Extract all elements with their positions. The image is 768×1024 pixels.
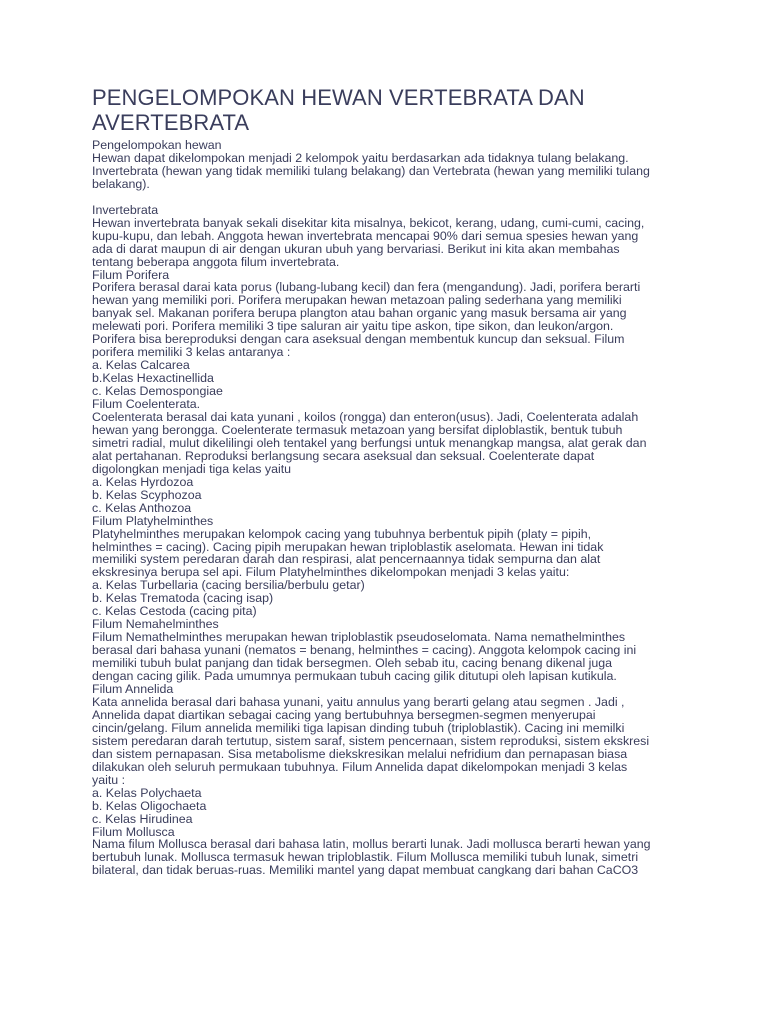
body-text-line: bilateral, dan tidak beruas-ruas. Memiliki mantel yang dapat membuat cangkang dari bahan CaCO3 bbox=[92, 863, 639, 878]
body-text-line: Hewan dapat dikelompokan menjadi 2 kelompok yaitu berdasarkan ada tidaknya tulang belakang. bbox=[92, 150, 629, 165]
body-text-line: cincin/gelang. Filum annelida memiliki tiga lapisan dinding tubuh (triploblastik). Cacing ini memilki bbox=[92, 720, 625, 735]
body-text-line: Filum Coelenterata. bbox=[92, 397, 201, 412]
body-text-line: a. Kelas Hyrdozoa bbox=[92, 474, 194, 489]
title-line-1: PENGELOMPOKAN HEWAN VERTEBRATA DAN bbox=[92, 85, 585, 110]
body-text-line: Filum Annelida bbox=[92, 682, 174, 697]
body-text-line: b. Kelas Oligochaeta bbox=[92, 798, 207, 813]
body-text-line: Annelida dapat diartikan sebagai cacing yang bertubuhnya bersegmen-segmen menyerupai bbox=[92, 707, 596, 722]
body-text-line: ada di darat maupun di air dengan ukuran ubuh yang bervariasi. Berikut ini kita akan membahas bbox=[92, 241, 620, 256]
body-text-line: Kata annelida berasal dari bahasa yunani, yaitu annulus yang berarti gelang atau segmen . Jadi , bbox=[92, 694, 625, 709]
body-text-line: Nama filum Mollusca berasal dari bahasa latin, mollus berarti lunak. Jadi mollusca berarti hewan yang bbox=[92, 837, 651, 852]
body-text-line: belakang). bbox=[92, 176, 150, 191]
body-text-line: Filum Porifera bbox=[92, 267, 170, 282]
body-text-line: c. Kelas Demospongiae bbox=[92, 384, 223, 399]
body-text-line: Filum Nemahelminthes bbox=[92, 617, 219, 632]
body-text-line: Hewan invertebrata banyak sekali disekitar kita misalnya, bekicot, kerang, udang, cumi-cumi, cacing, bbox=[92, 215, 645, 230]
body-text-line: digolongkan menjadi tiga kelas yaitu bbox=[92, 461, 292, 476]
body-text-line: Porifera berasal darai kata porus (lubang-lubang kecil) dan fera (mengandung). Jadi, porifera berarti bbox=[92, 280, 641, 295]
body-text-line: Coelenterata berasal dai kata yunani , koilos (rongga) dan enteron(usus). Jadi, Coelenterata adalah bbox=[92, 410, 639, 424]
body-text-line: Invertebrata bbox=[92, 202, 159, 217]
document-body bbox=[92, 139, 692, 877]
body-text-line: dengan cacing gilik. Pada umumnya permukaan tubuh cacing gilik ditutupi oleh lapisan kutikula. bbox=[92, 669, 617, 684]
body-text-line: b. Kelas Scyphozoa bbox=[92, 487, 202, 502]
body-text-line: b. Kelas Trematoda (cacing isap) bbox=[92, 591, 274, 606]
body-text-line: porifera memiliki 3 kelas antaranya : bbox=[92, 345, 291, 360]
body-text-line: c. Kelas Cestoda (cacing pita) bbox=[92, 604, 257, 619]
body-text-line: Porifera bisa bereproduksi dengan cara aseksual dengan membentuk kuncup dan seksual. Filum bbox=[92, 332, 625, 347]
body-text-line: sistem peredaran darah tertutup, sistem saraf, sistem pencernaan, sistem reproduksi, sistem ekskresi bbox=[92, 733, 650, 748]
body-text-line: a. Kelas Polychaeta bbox=[92, 785, 202, 800]
document-page bbox=[92, 85, 692, 877]
body-text-line: hewan yang berongga. Coelenterate termasuk metazoan yang bersifat diploblastik, bentuk tubuh bbox=[92, 422, 623, 437]
body-text-line: Platyhelminthes merupakan kelompok cacing yang tubuhnya berbentuk pipih (platy = pipih, bbox=[92, 526, 592, 541]
body-text-line: c. Kelas Hirudinea bbox=[92, 811, 193, 826]
body-text-line: Invertebrata (hewan yang tidak memiliki tulang belakang) dan Vertebrata (hewan yang memiliki tulang bbox=[92, 163, 650, 178]
blank-line bbox=[92, 191, 692, 204]
body-text-line: a. Kelas Calcarea bbox=[92, 358, 190, 373]
body-text-line: tentang beberapa anggota filum invertebrata. bbox=[92, 254, 340, 269]
body-text-line: kupu-kupu, dan lebah. Anggota hewan invertebrata mencapai 90% dari semua spesies hewan yang bbox=[92, 228, 639, 243]
body-text-line: bertubuh lunak. Mollusca termasuk hewan triploblastik. Filum Mollusca memiliki tubuh lunak, simetri bbox=[92, 850, 639, 865]
body-text-line: Filum Nemathelminthes merupakan hewan triploblastik pseudoselomata. Nama nemathelminthes bbox=[92, 630, 626, 645]
body-text-line: melewati pori. Porifera memiliki 3 tipe saluran air yaitu tipe askon, tipe sikon, dan leukon/argon. bbox=[92, 319, 614, 334]
body-text-line: hewan yang memiliki pori. Porifera merupakan hewan metazoan paling sederhana yang memiliki bbox=[92, 293, 622, 308]
body-text-line: c. Kelas Anthozoa bbox=[92, 500, 192, 515]
body-text-line: Pengelompokan hewan bbox=[92, 138, 222, 152]
title-line-2: AVERTEBRATA bbox=[92, 110, 250, 135]
body-text-line: alat pertahanan. Reproduksi berlangsung secara aseksual dan seksual. Coelenterate dapat bbox=[92, 448, 595, 463]
document-title bbox=[92, 85, 692, 135]
body-text-line: banyak sel. Makanan porifera berupa plangton atau bahan organic yang masuk bersama air yang bbox=[92, 306, 627, 321]
body-text-line: simetri radial, mulut dikelilingi oleh tentakel yang berfungsi untuk menangkap mangsa, alat gerak dan bbox=[92, 435, 647, 450]
body-text-line: yaitu : bbox=[92, 772, 126, 787]
body-text-line: a. Kelas Turbellaria (cacing bersilia/berbulu getar) bbox=[92, 578, 365, 593]
body-text-line: b.Kelas Hexactinellida bbox=[92, 371, 214, 386]
body-text-line: memiliki tubuh bulat panjang dan tidak bersegmen. Oleh sebab itu, cacing benang dikenal juga bbox=[92, 656, 613, 671]
body-text-line: memiliki system peredaran darah dan respirasi, alat pencernaannya tidak sempurna dan alat bbox=[92, 552, 601, 567]
body-text-line: helminthes = cacing). Cacing pipih merupakan hewan triploblastik aselomata. Hewan ini tidak bbox=[92, 539, 604, 554]
body-text-line: dilakukan oleh seluruh permukaan tubuhnya. Filum Annelida dapat dikelompokan menjadi 3 kelas bbox=[92, 759, 628, 774]
body-text-line: dan sistem pernapasan. Sisa metabolisme diekskresikan melalui nefridium dan pernapasan biasa bbox=[92, 746, 628, 761]
body-text-line: ekskresinya berupa sel api. Filum Platyhelminthes dikelompokan menjadi 3 kelas yaitu: bbox=[92, 565, 570, 580]
body-text-line: Filum Platyhelminthes bbox=[92, 513, 214, 528]
body-text-line: Filum Mollusca bbox=[92, 824, 175, 839]
body-text-line: berasal dari bahasa yunani (nematos = benang, helminthes = cacing). Anggota kelompok cacing ini bbox=[92, 643, 637, 658]
